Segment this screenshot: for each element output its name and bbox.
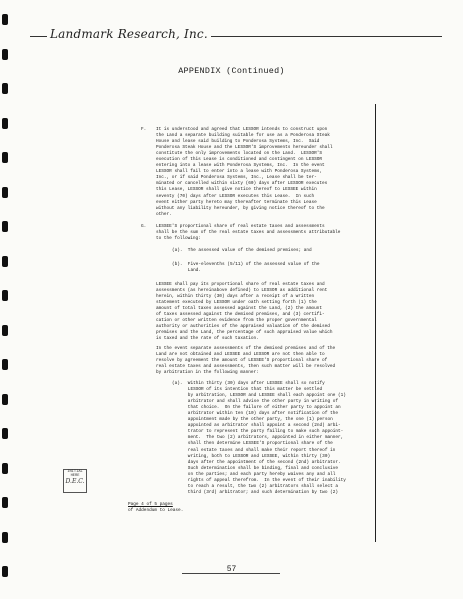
binder-hole — [2, 290, 8, 301]
binder-hole — [2, 83, 8, 94]
binder-hole — [2, 14, 8, 25]
page-number: 57 — [226, 565, 237, 574]
binder-hole — [2, 152, 8, 163]
paragraph-f-label: F. — [141, 127, 147, 132]
paragraph-g-intro: LESSEE'S proportional share of real estate taxes and assessments shall be the sum of the real estate taxes and assessments attributable to the following: — [156, 224, 341, 242]
initials: D.E.C. — [65, 478, 85, 486]
company-logo: Landmark Research, Inc. — [47, 27, 211, 41]
footer-page-of: Page 4 of 5 pages — [128, 502, 173, 507]
binder-hole — [2, 532, 8, 543]
paragraph-g-body-1: LESSEE shall pay its proportional share of real estate taxes and assessments (as hereinabove defined) to LESSOR as additional rent herein, within thirty (30) days after a receipt of a written statement executed by LESSOR under oath setting forth (1) the amount of total taxes assessed against the Land, (2) the amount of taxes assessed against the demised premises, and (3) certifi- cation or other written evidence from the proper governmental authority or authorities of the appraised valuation of the demised premises and the Land, the percentage of such appraised value which is taxed and the rate of such taxation. — [156, 282, 333, 342]
paragraph-g-item-b: (b). Five-elevenths (5/11) of the assessed value of the Land. — [172, 262, 320, 274]
binder-hole — [2, 49, 8, 60]
initial-here-stamp — [63, 469, 87, 493]
binder-hole — [2, 221, 8, 232]
initial-here-label: INITIAL HERE — [67, 470, 83, 479]
paragraph-f-text: It is understood and agreed that LESSOR intends to construct upon the Land a separate building suitable for use as a Ponderosa Steak House and lease said building to Ponderosa Systems, Inc. Said Ponderosa Steak House and the LESSOR'S improvements hereunder shall constitute the only improvements located on the Land. LESSOR'S execution of this Lease is conditioned and contingent on LESSOR entering into a lease with Ponderosa Systems, Inc. In the event LESSOR shall fail to enter into a lease with Ponderosa Systems, Inc., or if said Ponderosa Systems, Inc., Lease shall be ter- minated or cancelled within sixty (60) days after LESSOR executes this Lease, LESSOR shall give notice thereof to LESSEE within seventy (70) days after LESSOR executes this Lease. In such event either party hereto may thereafter terminate this Lease without any liability hereunder, by giving notice thereof to the other. — [156, 127, 333, 217]
paragraph-g-label: G. — [141, 224, 147, 229]
binder-hole — [2, 256, 8, 267]
binder-hole — [2, 118, 8, 129]
footer-page-info — [128, 502, 183, 513]
paragraph-g-sub-a: (a). Within thirty (30) days after LESSEE shall so notify LESSOR of its intention that this matter be settled by arbitration, LESSOR and LESSEE shall each appoint one (1) arbitrator and shall advise the other party in writing of that choice. On the failure of either party to appoint an arbitrator within ten (10) days after notification of the appointment made by the other party, the one (1) person appointed as arbitrator shall appoint a second (2nd) arbi- trator to represent the party failing to make such appoint- ment. The two (2) arbitrators, appointed in either manner, shall then determine LESSEE'S proportional share of the real estate taxes and shall make their report thereof in writing, both to LESSOR and LESSEE, within thirty (30) days after the appointment of the second (2nd) arbitrator. Such determination shall be binding, final and conclusive on the parties; and each party hereby waives any and all rights of appeal therefrom. In the event of their inability to reach a result, the two (2) arbitrators shall select a third (3rd) arbitrator; and such determination by two (2) — [172, 381, 346, 495]
binder-hole — [2, 394, 8, 405]
binder-hole — [2, 359, 8, 370]
binder-hole — [2, 187, 8, 198]
page-number-rule — [182, 573, 280, 574]
binder-hole — [2, 428, 8, 439]
binder-hole — [2, 497, 8, 508]
margin-line — [375, 104, 376, 542]
binder-hole — [2, 463, 8, 474]
binder-hole — [2, 325, 8, 336]
paragraph-g-item-a: (a). The assessed value of the demised premises; and — [172, 248, 312, 253]
page-title: APPENDIX (Continued) — [178, 66, 285, 76]
paragraph-g-body-2: In the event separate assessments of the demised premises and of the Land are not obtained and LESSEE and LESSOR are not then able to resolve by agreement the amount of LESSEE'S proportional share of real estate taxes and assessments, then such matter will be resolved by arbitration in the following manner: — [156, 346, 336, 376]
footer-of-text: of Addendum to Lease. — [128, 507, 184, 513]
